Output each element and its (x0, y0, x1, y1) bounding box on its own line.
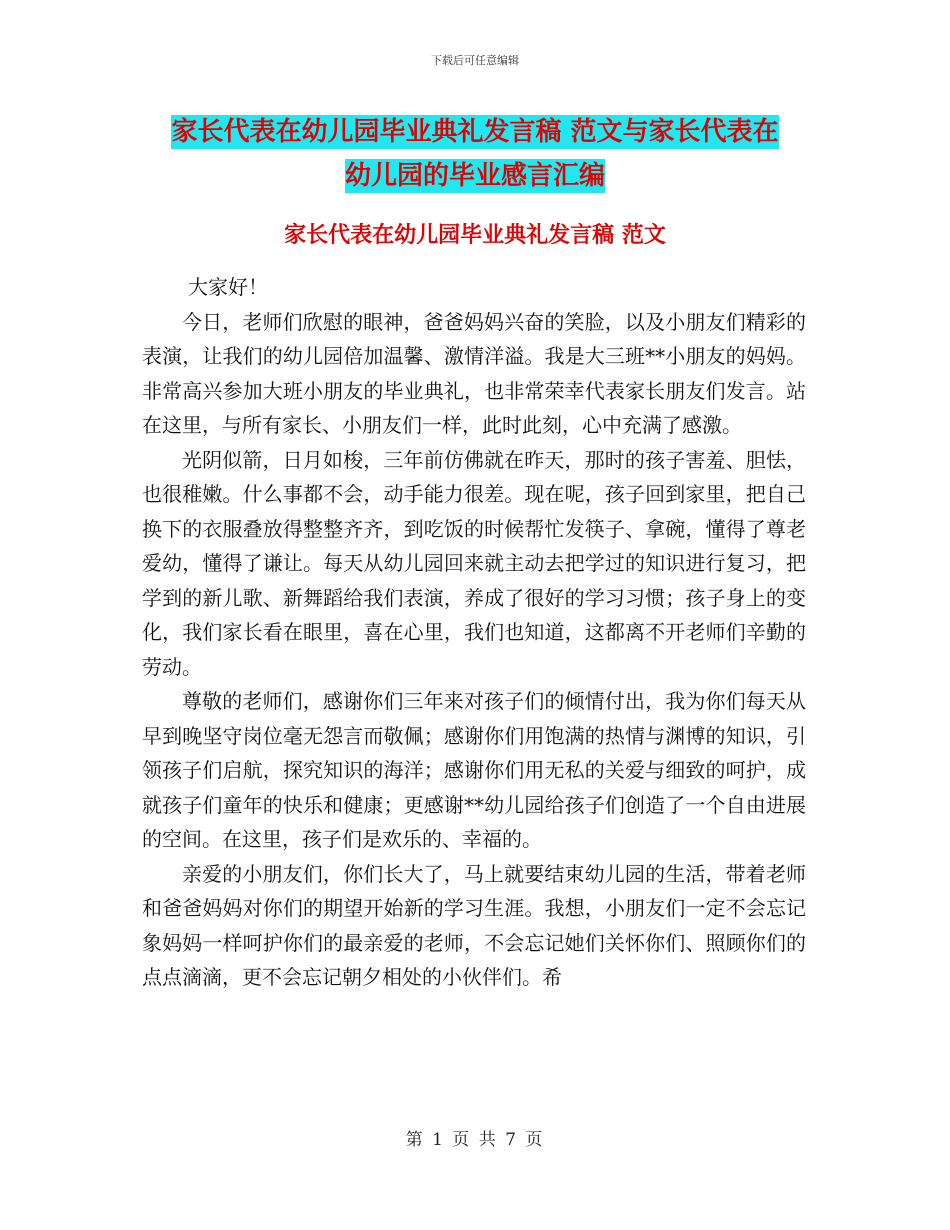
document-body (142, 270, 806, 995)
paragraph-3: 尊敬的老师们，感谢你们三年来对孩子们的倾情付出，我为你们每天从早到晚坚守岗位毫无怨言而敬佩；感谢你们用饱满的热情与渊博的知识，引领孩子们启航，探究知识的海洋；感谢你们用无私的关爱与细致的呵护，成就孩子们童年的快乐和健康；更感谢**幼儿园给孩子们创造了一个自由进展的空间。在这里，孩子们是欢乐的、幸福的。 (142, 689, 806, 851)
page-header-note: 下载后可任意编辑 (431, 54, 519, 67)
paragraph-4: 亲爱的小朋友们，你们长大了，马上就要结束幼儿园的生活，带着老师和爸爸妈妈对你们的期望开始新的学习生涯。我想，小朋友们一定不会忘记象妈妈一样呵护你们的最亲爱的老师，不会忘记她们关怀你们、照顾你们的点点滴滴，更不会忘记朝夕相处的小伙伴们。希 (142, 861, 806, 989)
title-highlight-1: 家长代表在幼儿园毕业典礼发言稿 范文与家长代表在 (171, 117, 779, 147)
paragraph-1: 今日，老师们欣慰的眼神，爸爸妈妈兴奋的笑脸，以及小朋友们精彩的表演，让我们的幼儿园倍加温馨、激情洋溢。我是大三班**小朋友的妈妈。非常高兴参加大班小朋友的毕业典礼，也非常荣幸代表家长朋友们发言。站在这里，与所有家长、小朋友们一样，此时此刻，心中充满了感激。 (142, 309, 806, 437)
document-title-line-2 (0, 154, 950, 198)
title-highlight-2: 幼儿园的毕业感言汇编 (344, 161, 605, 191)
document-title (0, 110, 950, 198)
greeting: 大家好！ (188, 275, 268, 299)
paragraph-2: 光阴似箭，日月如梭，三年前仿佛就在昨天，那时的孩子害羞、胆怯，也很稚嫩。什么事都不会，动手能力很差。现在呢，孩子回到家里，把自己换下的衣服叠放得整整齐齐，到吃饭的时候帮忙发筷子、拿碗，懂得了尊老爱幼，懂得了谦让。每天从幼儿园回来就主动去把学过的知识进行复习，把学到的新儿歌、新舞蹈给我们表演，养成了很好的学习习惯；孩子身上的变化，我们家长看在眼里，喜在心里，我们也知道，这都离不开老师们辛勤的劳动。 (142, 447, 806, 679)
section-title: 家长代表在幼儿园毕业典礼发言稿 范文 (284, 223, 666, 248)
document-title-line-1 (0, 110, 950, 154)
page-number: 第 1 页 共 7 页 (405, 1130, 545, 1150)
